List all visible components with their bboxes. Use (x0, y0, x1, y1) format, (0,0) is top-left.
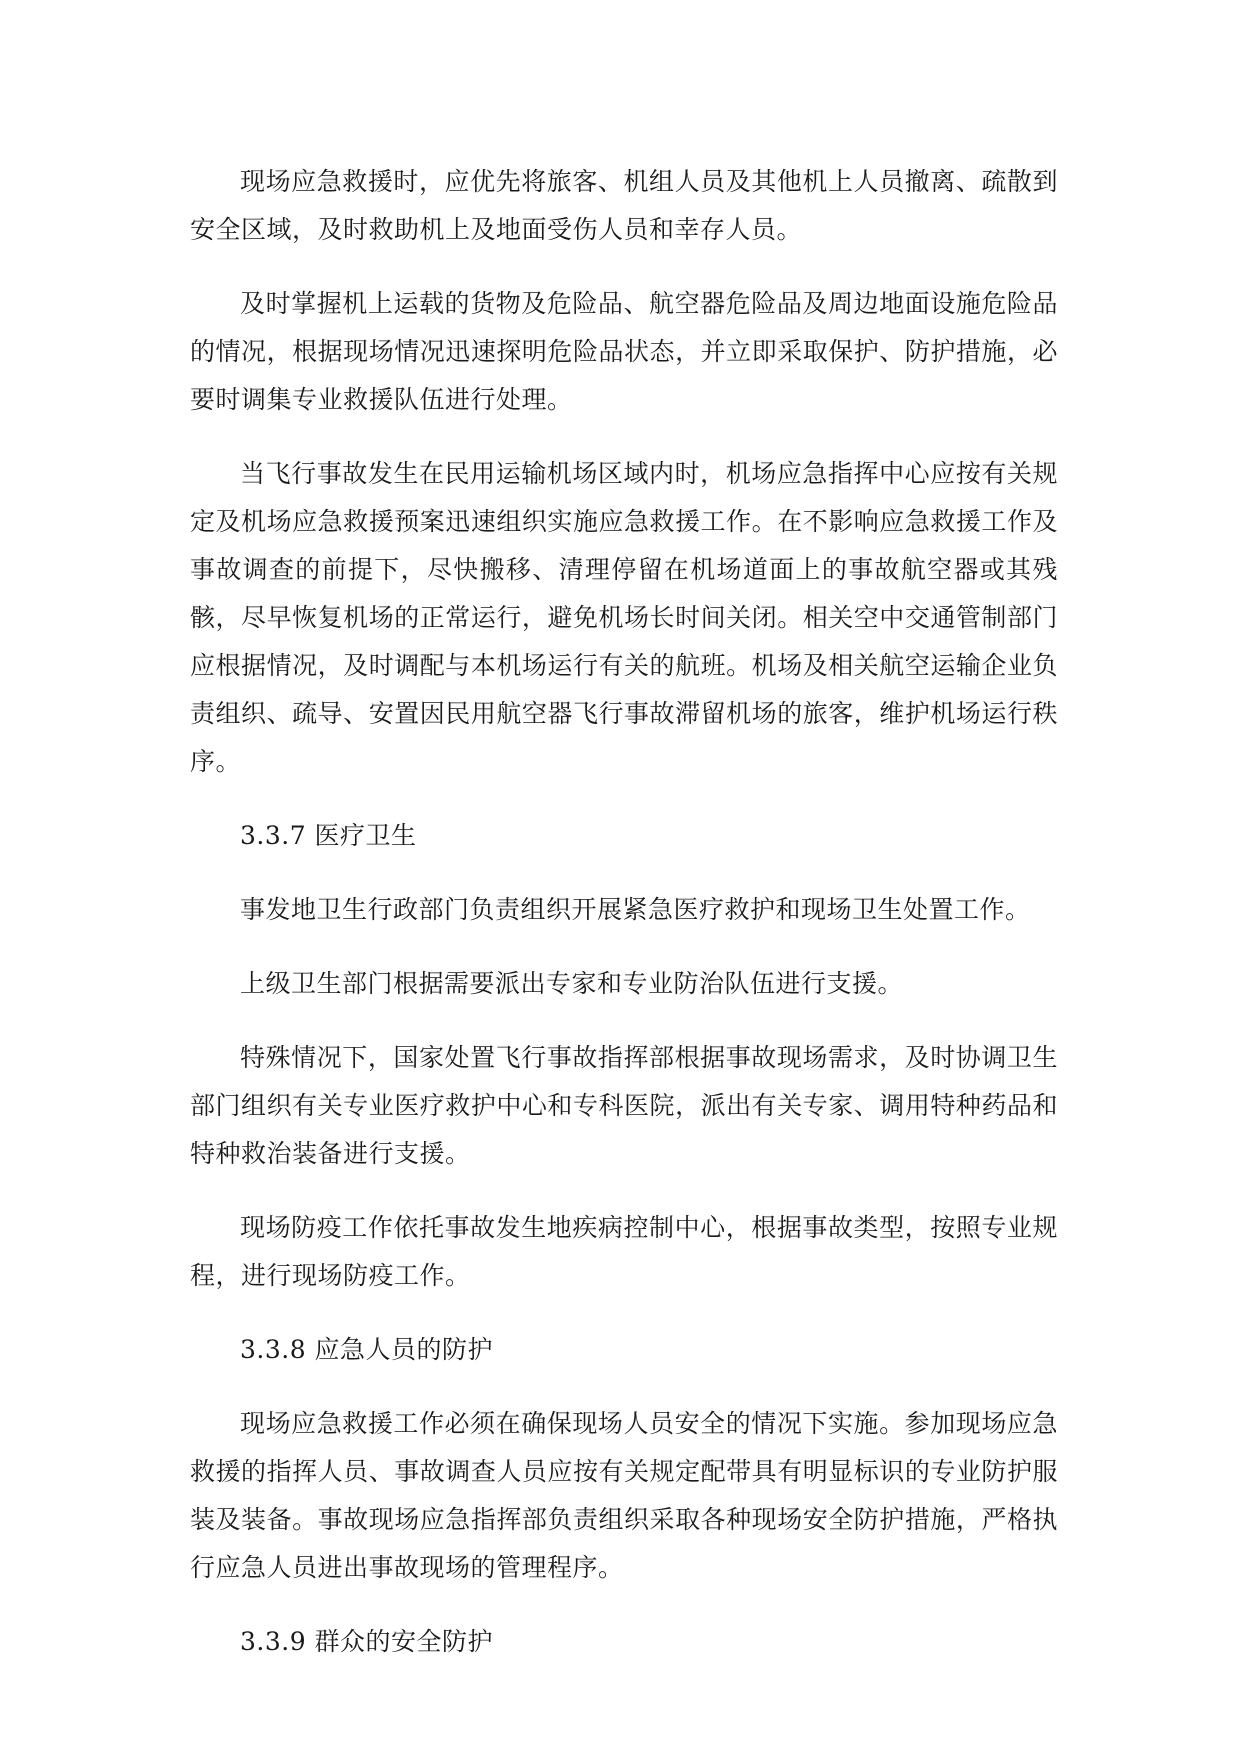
paragraph-special-circumstances: 特殊情况下，国家处置飞行事故指挥部根据事故现场需求，及时协调卫生部门组织有关专业医疗救护中心和专科医院，派出有关专家、调用特种药品和特种救治装备进行支援。 (190, 1043, 1058, 1168)
section-heading-public-protection: 3.3.9 群众的安全防护 (240, 1627, 494, 1656)
paragraph-evacuation: 现场应急救援时，应优先将旅客、机组人员及其他机上人员撤离、疏散到安全区域，及时救助机上及地面受伤人员和幸存人员。 (190, 167, 1058, 244)
paragraph-responder-safety: 现场应急救援工作必须在确保现场人员安全的情况下实施。参加现场应急救援的指挥人员、事故调查人员应按有关规定配带具有明显标识的专业防护服装及装备。事故现场应急指挥部负责组织采取各种现场安全防护措施，严格执行应急人员进出事故现场的管理程序。 (190, 1409, 1058, 1582)
paragraph-local-health-dept: 事发地卫生行政部门负责组织开展紧急医疗救护和现场卫生处置工作。 (240, 895, 1031, 924)
document-body (190, 158, 1058, 1692)
section-heading-responder-protection: 3.3.8 应急人员的防护 (240, 1335, 494, 1364)
paragraph-dangerous-goods: 及时掌握机上运载的货物及危险品、航空器危险品及周边地面设施危险品的情况，根据现场情况迅速探明危险品状态，并立即采取保护、防护措施，必要时调集专业救援队伍进行处理。 (190, 289, 1058, 414)
paragraph-epidemic-prevention: 现场防疫工作依托事故发生地疾病控制中心，根据事故类型，按照专业规程，进行现场防疫工作。 (190, 1213, 1058, 1290)
section-heading-medical: 3.3.7 医疗卫生 (240, 821, 417, 850)
paragraph-higher-health-dept: 上级卫生部门根据需要派出专家和专业防治队伍进行支援。 (240, 969, 904, 998)
paragraph-airport-accident: 当飞行事故发生在民用运输机场区域内时，机场应急指挥中心应按有关规定及机场应急救援预案迅速组织实施应急救援工作。在不影响应急救援工作及事故调查的前提下，尽快搬移、清理停留在机场道面上的事故航空器或其残骸，尽早恢复机场的正常运行，避免机场长时间关闭。相关空中交通管制部门应根据情况，及时调配与本机场运行有关的航班。机场及相关航空运输企业负责组织、疏导、安置因民用航空器飞行事故滞留机场的旅客，维护机场运行秩序。 (190, 459, 1058, 776)
